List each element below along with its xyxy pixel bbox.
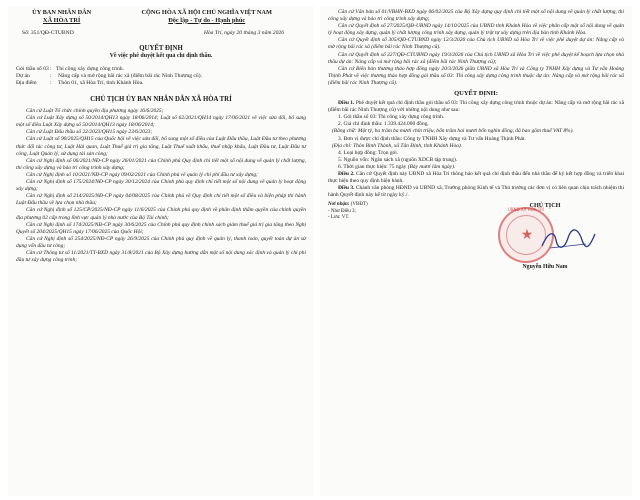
place-and-date: Hòa Trí, ngày 20 tháng 3 năm 2026 [203, 30, 284, 36]
article-1-item: 3. Đơn vị được chỉ định thầu: Công ty TNHH Xây dựng và Tư vấn Hoàng Thịnh Phát. [338, 135, 526, 142]
info-separator: : [50, 72, 52, 79]
info-row-location [16, 80, 306, 87]
article-1 [328, 100, 624, 171]
recipients-block [328, 202, 368, 221]
price-in-words: (Bằng chữ: Một tỷ, ba trăm ba mươi chín triệu, bốn trăm hai mươi bốn nghìn đồng, đã bao gồm thuế VAT 8%). [332, 128, 574, 135]
duration-in-words: (Bảy mươi lăm ngày). [407, 163, 456, 170]
article-text: Căn cứ Quyết định này UBND xã Hòa Trí thông báo kết quả chỉ định thầu đến nhà thầu để ký kết hợp đồng và triển khai thực hiện theo quy định hiện hành. [328, 170, 625, 185]
star-icon: ★ [520, 228, 534, 244]
legal-basis: Căn cứ Nghị định số 125/CP/2025/NĐ-CP ngày 11/6/2025 của Chính phủ quy định về phân định thẩm quyền của chính quyền địa phương 02 cấp trong lĩnh vực quản lý nhà nước của Bộ Tài chính; [16, 207, 306, 221]
legal-bases-left [16, 108, 306, 264]
recipient-line: - Lưu: VT. [328, 215, 350, 221]
article-label: Điều 1. [338, 100, 355, 107]
legal-basis: Căn cứ Quyết định số 305/QĐ-CTUBND ngày 12/3/2026 của Chủ tịch UBND xã Hòa Trí về việc phê duyệt dự án: Nâng cấp và mở rộng bãi rác xã (điểm bãi rác Ninh Thượng cũ). [328, 37, 624, 51]
signature-area [328, 202, 624, 282]
article-label: Điều 2. [338, 170, 355, 177]
document-number: Số: 351/QĐ-CTUBND [22, 30, 74, 36]
info-label: Gói thầu số 03 [16, 65, 49, 72]
article-1-item: 1. Gói thầu số 03: Thi công xây dựng công trình. [338, 114, 445, 121]
nation-name: CỘNG HÒA XÃ HỘI CHỦ NGHĨA VIỆT NAM [141, 9, 272, 16]
authority-heading: CHỦ TỊCH ỦY BAN NHÂN DÂN XÃ HÒA TRÍ [90, 96, 232, 104]
info-separator: : [50, 79, 52, 86]
article-3 [328, 185, 624, 199]
info-value: Nâng cấp và mở rộng bãi rác xã (điểm bãi rác Ninh Thượng cũ). [58, 72, 202, 79]
legal-basis: Căn cứ Nghị định số 254/2025/NĐ-CP ngày 26/9/2025 của Chính phủ quy định về quản lý, thanh toán, quyết toán dự án sử dụng vốn đầu tư công; [16, 235, 306, 249]
issuing-agency [16, 9, 107, 24]
signature-block [480, 202, 610, 271]
legal-basis: Căn cứ Thông tư số 11/2021/TT-BXD ngày 31/8/2021 của Bộ Xây dựng hướng dẫn một số nội dung xác định và quản lý chi phí đầu tư xây dựng công trình; [16, 249, 306, 264]
article-2 [328, 171, 624, 185]
decision-heading: QUYẾT ĐỊNH: [454, 90, 498, 98]
info-value: Thi công xây dựng công trình. [56, 65, 124, 72]
article-label: Điều 3. [338, 185, 355, 192]
agency-line-2: XÃ HÒA TRÍ [43, 16, 81, 24]
article-1-item [328, 164, 624, 171]
page-right [320, 6, 632, 496]
signer-name: Nguyễn Hữu Nam [522, 264, 568, 271]
article-1-intro [328, 100, 624, 114]
project-info [16, 66, 306, 88]
legal-basis: Căn cứ Văn bản số 01/VBHN-BXD ngày 06/02/2025 của Bộ Xây dựng quy định chi tiết một số nội dung về quản lý chất lượng, thi công xây dựng và bảo trì công trình xây dựng; [328, 9, 624, 23]
article-text: Chánh văn phòng HĐND và UBND xã, Trưởng phòng Kinh tế và Thủ trưởng các đơn vị có liên quan chịu trách nhiệm thi hành Quyết định này kể từ ngày ký./. [328, 185, 625, 199]
document-title: QUYẾT ĐỊNH [139, 45, 183, 52]
legal-basis: Căn cứ Quyết định số 27/2025/QĐ-UBND ngày 14/10/2025 của UBND tỉnh Khánh Hòa về việc phân cấp một số nội dung về quản lý hoạt động xây dựng, quản lý chất lượng công trình xây dựng, quản lý trật tự xây dựng trên địa bàn tỉnh Khánh Hòa. [328, 23, 624, 37]
national-title [107, 9, 306, 24]
legal-basis: Căn cứ Luật Xây dựng số 50/2014/QH13 ngày 18/06/2014; Luật số 62/2021/QH14 ngày 17/06/2021 về việc sửa đổi, bổ sung một số điều Luật Xây dựng số 50/2014/QH13 ngày 18/06/2014; [16, 115, 306, 129]
recipients-title: Nơi nhận: [328, 202, 350, 208]
legal-basis: Căn cứ Nghị định số 10/2021/NĐ-CP ngày 09/02/2021 của Chính phủ về quản lý chi phí đầu tư xây dựng; [26, 171, 258, 178]
recipient-line: - Như Điều 3; [328, 208, 356, 214]
legal-basis: Căn cứ Nghị định số 214/2025/NĐ-CP ngày 04/08/2025 của Chính phủ về Quy định chi tiết một số điều và biện pháp thi hành Luật Đấu thầu về lựa chọn nhà thầu; [16, 193, 306, 207]
article-text: Phê duyệt kết quả chỉ định thầu gói thầu số 03: Thi công xây dựng công trình thuộc dự án: Nâng cấp và mở rộng bãi rác xã (điểm bãi rác Ninh Thượng cũ) với những nội dung như sau: [328, 100, 625, 114]
legal-basis: Căn cứ Quyết định số 327/QĐ-CTUBND ngày 19/3/2026 của Chủ tịch UBND xã Hòa Trí về việc phê duyệt kế hoạch lựa chọn nhà thầu dự án: Nâng cấp và mở rộng bãi rác xã (điểm bãi rác Ninh Thượng cũ); [328, 51, 624, 65]
info-row-project [16, 73, 306, 80]
article-1-item: 2. Giá chỉ định thầu: 1.339.424.000 đồng. [338, 121, 429, 128]
legal-bases-right [328, 9, 624, 87]
article-1-item: 5. Nguồn vốn: Ngân sách xã (nguồn XDCB tập trung). [338, 156, 458, 163]
handwritten-signature [538, 226, 598, 254]
info-row-package [16, 66, 306, 73]
legal-basis: Căn cứ Luật số 90/2025/QH15 của Quốc hội về việc sửa đổi, bổ sung một số điều của Luật Đấu thầu, Luật Đầu tư theo phương thức đối tác công tư, Luật Hải quan, Luật Thuế giá trị gia tăng, Luật Thuế xuất khẩu, thuế nhập khẩu, Luật Đầu tư, Luật Đầu tư công, Luật Quản lý, sử dụng tài sản công; [16, 136, 306, 157]
info-separator: : [50, 65, 52, 72]
agency-line-1: ỦY BAN NHÂN DÂN [32, 9, 92, 16]
document-subtitle: Về việc phê duyệt kết quả chỉ định thầu. [109, 53, 213, 59]
stamp-text: UBND XÃ HÒA TRÍ [507, 207, 545, 213]
legal-basis: Căn cứ Nghị định số 175/2024/NĐ-CP ngày 30/12/2024 của Chính phủ quy định chi tiết một số nội dung về quản lý hoạt động xây dựng; [16, 179, 306, 193]
recipients-note: (VBĐT) [350, 202, 368, 208]
national-motto: Độc lập - Tự do - Hạnh phúc [168, 16, 246, 24]
document-meta [16, 30, 306, 37]
legal-basis: Căn cứ Nghị định số 174/2025/NĐ-CP ngày 30/6/2025 của Chính phủ quy định chính sách giảm thuế giá trị gia tăng theo Nghị Quyết số 204/2025/QH15 ngày 17/06/2025 của Quốc Hội; [16, 221, 306, 235]
info-label: Địa điểm [16, 79, 37, 86]
legal-basis: Căn cứ Luật Tổ chức chính quyền địa phương ngày 16/6/2025; [26, 108, 164, 115]
article-1-item: 4. Loại hợp đồng: Trọn gói. [338, 149, 399, 156]
page-left [8, 6, 314, 496]
legal-basis: Căn cứ Biên bản thương thảo hợp đồng ngày 20/3/2026 giữa UBND xã Hòa Trí và Công ty TNHH Xây dựng và Tư vấn Hoàng Thịnh Phát về việc thương thảo hợp đồng gói thầu số 03: Thi công xây dựng công trình thuộc dự án: Nâng cấp và mở rộng bãi rác xã (điểm bãi rác Ninh Thượng cũ). [328, 65, 624, 86]
duration-text: 6. Thời gian thực hiện: 75 ngày [338, 163, 407, 170]
legal-basis: Căn cứ Luật Đấu thầu số 22/2023/QH15 ngày 23/6/2023; [26, 129, 153, 136]
signer-position: CHỦ TỊCH [529, 202, 561, 210]
contractor-address: (Địa chỉ: Thôn Bình Thành, xã Tân Định, tỉnh Khánh Hòa). [332, 142, 463, 149]
document-header [16, 9, 306, 24]
info-label: Dự án [16, 72, 30, 79]
info-value: Thôn 01, xã Hòa Trí, tỉnh Khánh Hòa. [58, 79, 144, 86]
legal-basis: Căn cứ Nghị định số 06/2021/NĐ-CP ngày 26/01/2021 của Chính phủ Quy định chi tiết một số nội dung về quản lý chất lượng, thi công xây dựng và bảo trì công trình xây dựng; [16, 157, 306, 171]
